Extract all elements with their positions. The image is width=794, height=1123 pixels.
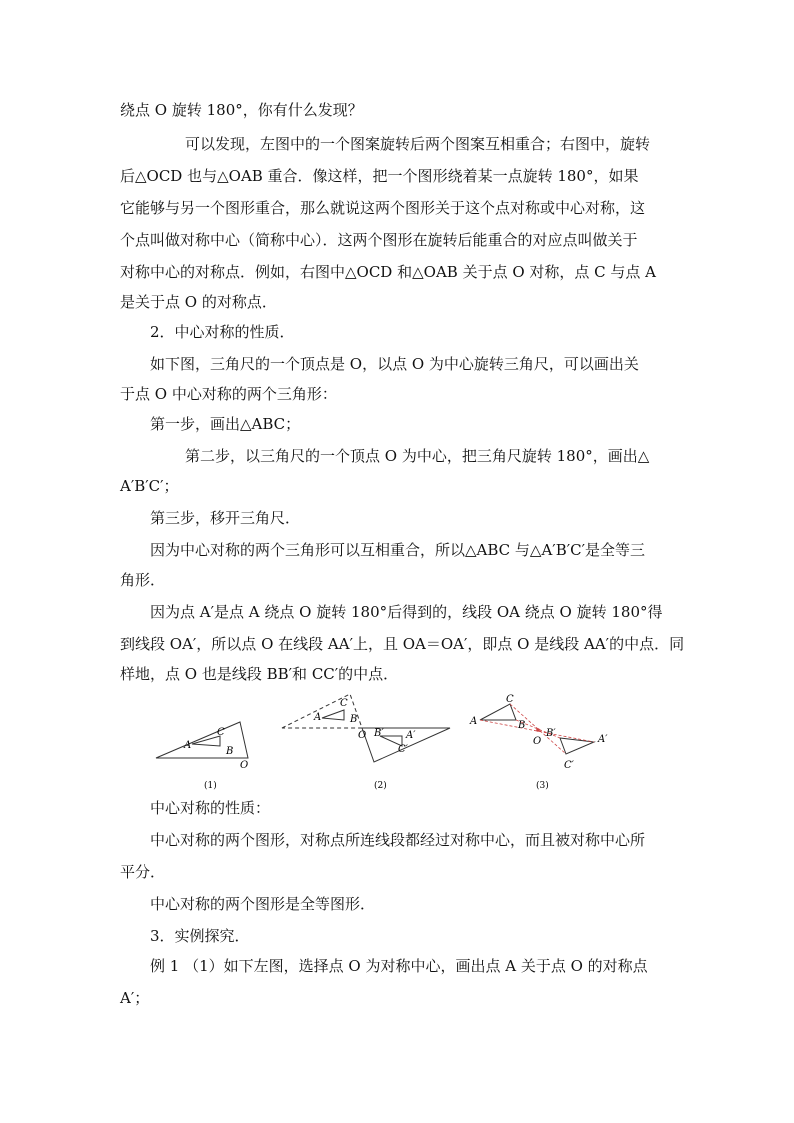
section-heading: 2．中心对称的性质． — [150, 323, 295, 341]
point-label-A: A — [314, 712, 322, 723]
paragraph-line: 对称中心的对称点．例如，右图中△OCD 和△OAB 关于点 O 对称，点 C 与点 A — [120, 263, 657, 281]
point-label-A-prime: A′ — [406, 730, 416, 741]
point-label-A: A — [184, 740, 192, 751]
paragraph-line: 如下图，三角尺的一个顶点是 O，以点 O 为中心旋转三角尺，可以画出关 — [150, 355, 639, 373]
point-label-C: C — [506, 694, 514, 705]
paragraph-line: 于点 O 中心对称的两个三角形： — [120, 385, 337, 403]
paragraph-line: 例 1 （1）如下左图，选择点 O 为对称中心，画出点 A 关于点 O 的对称点 — [150, 957, 648, 975]
paragraph-line: 后△OCD 也与△OAB 重合．像这样，把一个图形绕着某一点旋转 180°，如果 — [120, 167, 639, 185]
paragraph-line: 中心对称的两个图形是全等图形． — [150, 895, 376, 913]
paragraph-line: 角形． — [120, 571, 166, 589]
point-label-O: O — [240, 760, 249, 771]
paragraph-line: 个点叫做对称中心（简称中心）．这两个图形在旋转后能重合的对应点叫做关于 — [120, 231, 638, 249]
point-label-A: A — [470, 716, 478, 727]
paragraph-line: A′； — [120, 989, 150, 1007]
section-heading: 3．实例探究． — [150, 927, 250, 945]
point-label-C-prime: C′ — [398, 744, 408, 755]
section-heading: 中心对称的性质： — [150, 799, 271, 817]
paragraph-line: 第一步，画出△ABC； — [150, 415, 301, 433]
paragraph-line: 因为中心对称的两个三角形可以互相重合，所以△ABC 与△A′B′C′是全等三 — [150, 541, 646, 559]
paragraph-line: 平分． — [120, 863, 166, 881]
paragraph-line: 可以发现，左图中的一个图案旋转后两个图案互相重合；右图中，旋转 — [185, 135, 651, 153]
point-label-B-prime: B′ — [546, 728, 556, 739]
point-label-C: C — [217, 727, 225, 738]
point-label-B: B — [518, 720, 526, 731]
paragraph-line: 中心对称的两个图形，对称点所连线段都经过对称中心，而且被对称中心所 — [150, 831, 646, 849]
figure-3 — [469, 694, 608, 791]
figure-caption-3: (3) — [536, 781, 549, 791]
paragraph-line: A′B′C′； — [120, 477, 179, 495]
point-label-A-prime: A′ — [598, 734, 608, 745]
figure-2 — [282, 694, 450, 791]
point-label-O: O — [533, 736, 542, 747]
point-label-B: B — [226, 746, 234, 757]
figure-caption-2: (2) — [374, 781, 387, 791]
paragraph-line: 因为点 A′是点 A 绕点 O 旋转 180°后得到的，线段 OA 绕点 O 旋转 180°得 — [150, 603, 663, 621]
paragraph-line: 第二步，以三角尺的一个顶点 O 为中心，把三角尺旋转 180°，画出△ — [185, 447, 650, 465]
paragraph-line: 是关于点 O 的对称点． — [120, 293, 277, 311]
point-label-B-prime: B′ — [374, 728, 384, 739]
figure-caption-1: (1) — [204, 781, 217, 791]
rotation-figures — [140, 690, 660, 795]
paragraph-line: 到线段 OA′，所以点 O 在线段 AA′上，且 OA＝OA′，即点 O 是线段 AA′的中点．同 — [120, 635, 685, 653]
figure-1 — [156, 722, 248, 791]
point-label-O: O — [358, 730, 367, 741]
paragraph-line: 它能够与另一个图形重合，那么就说这两个图形关于这个点对称或中心对称，这 — [120, 199, 646, 217]
paragraph-line: 第三步，移开三角尺． — [150, 509, 301, 527]
paragraph-line: 绕点 O 旋转 180°，你有什么发现？ — [120, 101, 363, 119]
point-label-C: C — [340, 698, 348, 709]
paragraph-line: 样地，点 O 也是线段 BB′和 CC′的中点． — [120, 665, 399, 683]
point-label-C-prime: C′ — [564, 760, 574, 771]
point-label-B: B — [350, 714, 358, 725]
